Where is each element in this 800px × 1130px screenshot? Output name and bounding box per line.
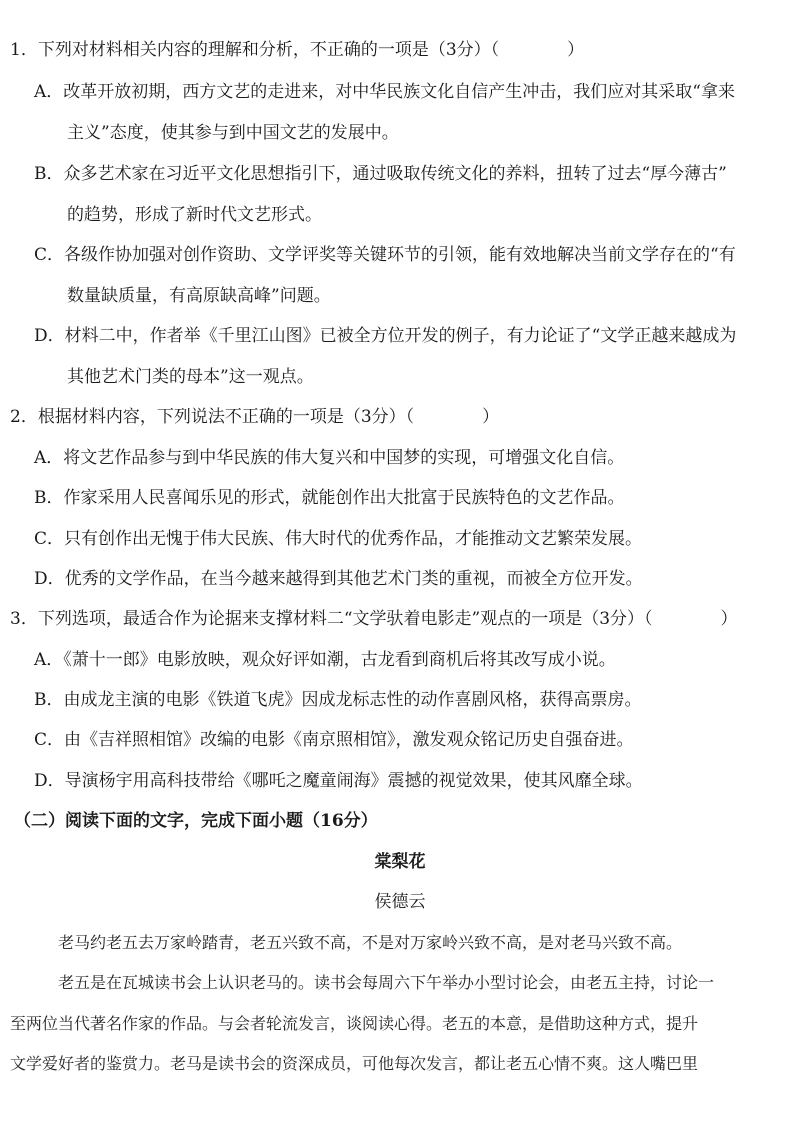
story-title: 棠梨花 [374, 852, 426, 872]
story-paragraph-2-line-1: 老五是在瓦城读书会上认识老马的。读书会每周六下午举办小型讨论会，由老五主持，讨论一 [58, 973, 715, 992]
story-paragraph-1: 老马约老五去万家岭踏青，老五兴致不高，不是对万家岭兴致不高，是对老马兴致不高。 [58, 933, 683, 952]
question-3-option-a: A．《萧十一郎》电影放映，观众好评如潮，古龙看到商机后将其改写成小说。 [34, 650, 616, 670]
question-3-option-b: B．由成龙主演的电影《铁道飞虎》因成龙标志性的动作喜剧风格，获得高票房。 [34, 690, 642, 710]
question-1-option-a-cont: 主义”态度，使其参与到中国文艺的发展中。 [67, 123, 399, 143]
question-2-option-d: D．优秀的文学作品，在当今越来越得到其他艺术门类的重视，而被全方位开发。 [34, 569, 643, 589]
question-3-option-d: D．导演杨宇用高科技带给《哪吒之魔童闹海》震撼的视觉效果，使其风靡全球。 [34, 771, 643, 791]
question-1-option-b: B．众多艺术家在习近平文化思想指引下，通过吸取传统文化的养料，扭转了过去“厚今薄古” [34, 164, 727, 184]
story-paragraph-2-line-3: 文学爱好者的鉴赏力。老马是读书会的资深成员，可他每次发言，都让老五心情不爽。这人嘴巴里 [10, 1054, 699, 1073]
question-1-option-d-cont: 其他艺术门类的母本”这一观点。 [67, 367, 314, 387]
question-1-option-c: C．各级作协加强对创作资助、文学评奖等关键环节的引领，能有效地解决当前文学存在的“有 [34, 245, 736, 265]
section-heading: （二）阅读下面的文字，完成下面小题（16分） [14, 811, 378, 831]
question-3-option-c: C．由《吉祥照相馆》改编的电影《南京照相馆》，激发观众铭记历史自强奋进。 [34, 730, 634, 750]
story-paragraph-2-line-2: 至两位当代著名作家的作品。与会者轮流发言，谈阅读心得。老五的本意，是借助这种方式，提升 [10, 1014, 699, 1033]
question-1-stem: 1．下列对材料相关内容的理解和分析，不正确的一项是（3分）（ ） [10, 40, 585, 60]
question-1-option-d: D．材料二中，作者举《千里江山图》已被全方位开发的例子，有力论证了“文学正越来越成为 [34, 326, 737, 346]
question-2-option-c: C．只有创作出无愧于伟大民族、伟大时代的优秀作品，才能推动文艺繁荣发展。 [34, 529, 643, 549]
story-author: 侯德云 [374, 892, 426, 912]
question-2-option-a: A．将文艺作品参与到中华民族的伟大复兴和中国梦的实现，可增强文化自信。 [34, 448, 625, 468]
question-3-stem: 3．下列选项，最适合作为论据来支撑材料二“文学驮着电影走”观点的一项是（3分）（ ） [10, 609, 738, 629]
question-2-stem: 2．根据材料内容，下列说法不正确的一项是（3分）（ ） [10, 407, 500, 427]
question-1-option-c-cont: 数量缺质量，有高原缺高峰”问题。 [67, 286, 331, 306]
question-2-option-b: B．作家采用人民喜闻乐见的形式，就能创作出大批富于民族特色的文艺作品。 [34, 488, 625, 508]
question-1-option-b-cont: 的趋势，形成了新时代文艺形式。 [67, 205, 322, 225]
question-1-option-a: A．改革开放初期，西方文艺的走进来，对中华民族文化自信产生冲击，我们应对其采取“拿来 [34, 82, 735, 102]
